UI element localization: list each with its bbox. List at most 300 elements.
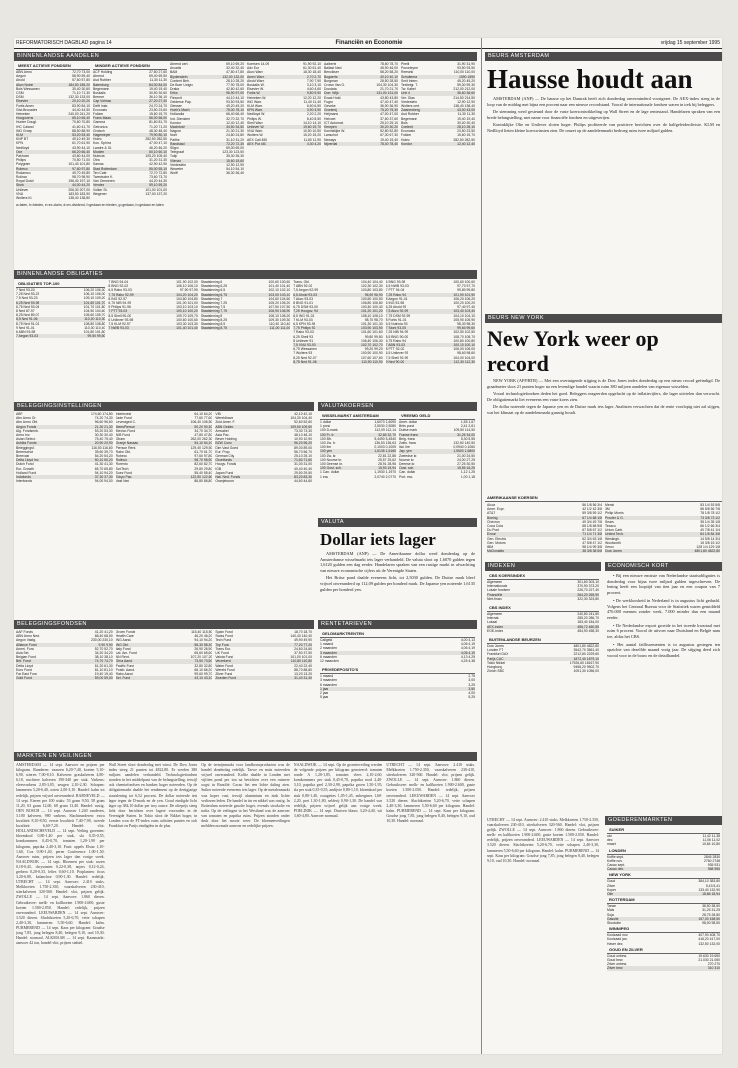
row-label: okt. xyxy=(607,834,613,838)
row-label: 7 PTT 94-04 xyxy=(385,288,405,293)
page-header xyxy=(14,38,722,49)
row-label: 6,5 KPN 93-98 xyxy=(293,322,316,327)
row-label: Niet-finan. xyxy=(487,596,503,601)
row-values: 71,20 71,20 xyxy=(149,124,167,129)
row-label: 7,5 VNU 93-00 xyxy=(293,343,316,348)
row-label: Zwanenberg xyxy=(401,108,420,113)
obligaties-left-head: OBLIGATIES TOP-100 xyxy=(16,280,105,288)
table-row xyxy=(215,676,312,680)
row-values: 88,50 88,90 xyxy=(72,128,90,133)
beurs-ny-headline: New York weer op record xyxy=(487,326,659,376)
row-label: Koersen 14-09 xyxy=(247,62,270,66)
row-label: Boskalis W. xyxy=(247,83,265,88)
geldmarkt-head: GELDMARKTRENTEN xyxy=(320,630,475,638)
row-label: Lanschot xyxy=(324,133,338,138)
row-values: 31,20 31,30 xyxy=(149,158,167,163)
row-values: 96,90 96,90 xyxy=(364,292,383,297)
row-values: 66,10 66,20 xyxy=(194,667,213,672)
row-label: AT&T xyxy=(487,511,496,516)
row-values: 282,50 282,50 xyxy=(453,137,475,142)
row-values: 101,40 101,80 xyxy=(68,162,90,167)
tbl-mid-a xyxy=(247,62,321,146)
row-label: Zuid Amer. F. xyxy=(215,420,236,425)
row-values: 44,20 44,30 xyxy=(149,179,167,184)
row-values: 21,30 21,30 xyxy=(94,424,113,429)
news-item: • Het aantal faillissementen is in augustus gestegen ten opzichte van dezelfde maand vorig jaar. De stijging deed zich vooral voor in de bouw en de detailhandel. xyxy=(607,641,720,659)
row-label: 8,5 ING 91-01 xyxy=(293,313,315,318)
row-label: Verzekerd xyxy=(215,659,231,664)
row-label: AEX Put 440 xyxy=(247,141,267,146)
row-values: 32,65 32,70 xyxy=(378,432,396,437)
row-label: Exxon xyxy=(487,532,497,537)
row-label: Frans Maas xyxy=(93,116,111,121)
row-label: Staatslening 6,75 xyxy=(200,292,228,297)
row-label: 1 jaar xyxy=(320,686,329,691)
row-label: Fugro xyxy=(324,99,333,104)
row-label: 8 PTT 92-02 xyxy=(385,347,405,352)
row-label: 6,75 Ned 93-04 xyxy=(16,304,40,309)
row-values: 212,00 212,00 xyxy=(453,87,475,92)
row-values: 116,50 116,60 xyxy=(91,445,113,450)
row-label: Euro Fund xyxy=(16,667,32,672)
row-label: McDonalds xyxy=(487,549,504,554)
row-values: 20,90 20,90 xyxy=(94,441,113,446)
row-label: Staatslening 6,5 xyxy=(200,288,226,293)
row-label: Schuitema xyxy=(401,74,418,79)
row-label: Koffie sept. xyxy=(607,854,624,859)
row-label: Goud onbew. xyxy=(607,953,627,958)
row-label: 8,75 Ned 91-06 xyxy=(293,359,317,364)
row-label: Exact Hold. xyxy=(324,95,342,100)
row-values: 66 1/2 66 3/4 xyxy=(700,524,720,529)
row-values: 40,10 40,10 xyxy=(380,74,398,79)
row-label: 6,5 Unilever 93 xyxy=(385,351,409,356)
row-values: 93,50 93,50 xyxy=(226,99,244,104)
row-values: 106,90 106,90 xyxy=(268,309,291,314)
row-label: MeesPierson xyxy=(115,424,136,429)
row-label: Bols xyxy=(401,120,408,125)
row-label: 100 Fr. fr. xyxy=(320,432,335,437)
row-values: 29,50 29,50 xyxy=(294,470,313,475)
row-values: 73,30 73,30 xyxy=(294,428,313,433)
table-row xyxy=(116,479,213,483)
row-values: 77,90 78,00 xyxy=(226,83,244,88)
row-values: 112,09 112,14 xyxy=(374,428,396,433)
row-values: 104,20 104,20 xyxy=(176,292,198,297)
row-label: Staatslening 7 xyxy=(200,296,223,301)
row-values: 196,40 197,10 xyxy=(68,179,90,184)
row-label: 3 maanden xyxy=(320,678,337,683)
row-label: Fortis Amev xyxy=(16,103,34,108)
row-label: Zürich SBC xyxy=(487,669,505,674)
row-values: 15,60 15,70 xyxy=(457,133,475,138)
row-label: Polygram xyxy=(16,162,31,167)
row-values: 110,90 110,90 xyxy=(361,359,383,364)
row-label: Postb. Aand. xyxy=(115,667,135,672)
row-values: 74,20 74,30 xyxy=(94,416,113,421)
row-values: 104,50 104,60 xyxy=(83,309,106,314)
row-label: Delta Lloyd xyxy=(16,663,33,668)
row-values: 52,70 52,70 xyxy=(94,646,113,651)
row-values: 42,90 42,90 xyxy=(149,162,167,167)
row-values: 105,20 105,40 xyxy=(145,154,167,159)
row-values: 32,40 32,40 xyxy=(226,66,244,71)
markten-text: AMSTERDAM — 14 sept. Aanvoer en prijzen per kilogram. Runderen: vaarzen 6,20-7,40, koeien 5,10-6,90, stieren 7,00-8,10. Kalveren: graskalveren 4,80-6,10, nuchtere kalveren 190-340 per stuk. Varkens: vleesvarkens 2,85-3,05, zeugen 2,10-2,30. Schapen: lammeren 5,20-6,40, ooien 2,00-3,10. Handel: kalm tot redelijk, prijzen vrijwel onveranderd. BARNEVELD — 14 sept. Eieren per 100 stuks: 53 gram 9,50, 58 gram 11,20, 63 gram 12,60, 68 gram 13,40. Handel: rustig. OEN BOSCH — 14 sept. Aanvoer 1.240 runderen, 3.100 kalveren, 980 varkens. Slachtrunderen: extra kwaliteit 8,10-8,50, eerste kwaliteit 7,40-7,90, tweede kwaliteit 6,60-7,20. Handel: vlot. HOLLANDSCHEVELD — 14 sept. Veiling groenten: bloemkool 0,80-1,40 per stuk, sla 0,35-0,55, komkommers 0,45-0,70, tomaten 1,20-1,90 per kilogram, paprika 2,40-3,10. Fruit: appels Elstar 1,10-1,60, Cox 0,90-1,40, peren Conference 1,00-1,50. Aanvoer ruim, prijzen iets lager dan vorige week. NAALDWIJK — 14 sept. Bloemen per stuk: rozen 0,18-0,45, chrysanten 0,22-0,38, anjers 0,12-0,24, gerbera 0,20-0,33, lelies 0,60-1,10. Potplanten: ficus 3,20-6,80, kalanchoe 0,90-1,30. Handel: redelijk. UTRECHT — 14 sept. Aanvoer: 2.410 stuks. Melkkoeien 1.750-2.350, vaarskalveren 230-410, stierkalveren 320-560. Handel: vlot, prijzen gelijk. ZWOLLE — 14 sept. Aanvoer: 1.860 dieren. Gebruiksvee: melk- en kalfkoeien 1.900-2.600, guste koeien 1.500-2.050. Handel: redelijk, prijzen onveranderd. LEEUWARDEN — 14 sept. Aanvoer: 3.520 dieren. Slachtkoeien 5,20-6,70, vette schapen 2,40-3,30, lammeren 5,50-6,60. Handel: kalm. PURMEREND — 14 sept. Kaas per kilogram: Goudse jong 7,85, jong belegen 8,40, belegen 9,10, oud 10,30. Handel: normaal. ALKMAAR — 14 sept. Kaasmarkt: aanvoer 42 ton, handel vlot, prijzen stabiel. xyxy=(16,763,105,946)
row-values: 48,30 48,40 xyxy=(149,128,167,133)
row-values: 103,90 103,90 xyxy=(360,326,383,331)
row-label: Oost. sch. xyxy=(399,466,415,471)
table-row xyxy=(605,549,720,553)
row-values: 109,50 109,50 xyxy=(290,424,313,429)
row-label: Content Beh. xyxy=(170,78,190,83)
row-values: 15,60 15,70 xyxy=(149,112,167,117)
row-label: Alcoa xyxy=(487,503,496,507)
page-number: REFORMATORISCH DAGBLAD pagina 14 xyxy=(16,40,112,46)
row-label: Eur. Prop. xyxy=(215,449,231,454)
row-label: DSM xyxy=(16,95,24,100)
row-label: Smit Intern. xyxy=(401,78,419,83)
aandelen-table-a xyxy=(16,70,90,200)
fondsen-title: BELEGGINGSFONDSEN xyxy=(14,620,314,629)
row-label: Far East Fund xyxy=(16,672,38,677)
row-values: 322,30 323,80 xyxy=(577,596,599,601)
row-values: 15,20 15,20 xyxy=(303,133,321,138)
row-values: 19,40 19,40 xyxy=(94,672,113,677)
row-label: Amvabel xyxy=(215,428,229,433)
row-values: 31,00 31,00 xyxy=(294,462,313,467)
table-row xyxy=(16,196,90,200)
row-values: 49,20 49,20 xyxy=(226,104,244,109)
row-values: 24,80 24,80 xyxy=(226,133,244,138)
row-values: 183,40 184,00 xyxy=(577,620,599,625)
aandelen-title: BINNENLANDSE AANDELEN xyxy=(14,52,477,61)
row-values: 6,50 6,50 xyxy=(306,104,321,109)
row-values: 99,20 99,20 xyxy=(364,347,383,352)
row-label: Staatslening 8,75 xyxy=(200,326,228,331)
row-label: Wereldhave xyxy=(215,416,234,421)
row-label: Staatslening 8,25 xyxy=(200,317,228,322)
row-label: Fortis W. xyxy=(247,91,261,96)
row-label: Koninklijke W. xyxy=(324,129,346,134)
row-label: 8,25 Ned 92-07 xyxy=(293,355,317,360)
row-label: 8 Aegon 91-01 xyxy=(385,296,408,301)
row-values: 49,90 49,90 xyxy=(294,638,313,643)
row-label: Zweden Fund xyxy=(215,676,237,681)
row-label: NIB Fund xyxy=(115,433,130,438)
row-label: Blydenstein xyxy=(170,74,188,79)
row-values: 24,70 24,70 xyxy=(149,103,167,108)
index-group-head: CBS KOERSINDEX xyxy=(487,572,599,580)
row-values: 56 5/8 56 7/8 xyxy=(700,507,720,512)
row-label: Getronics xyxy=(93,124,108,129)
row-values: 45,20 45,20 xyxy=(457,78,475,83)
article-paragraph: AMSTERDAM (ANP) — De hausse op het Damrak heeft zich donderdag onverminderd voortgezet. De AEX-index steeg in de loop van de middag met bijna een procent naar een nieuwe recordstand. Vooral de internationale fondsen waren in trek bij beleggers. xyxy=(487,96,720,107)
row-values: 86,80 86,80 xyxy=(194,479,213,484)
row-label: Ital. lire xyxy=(399,445,410,450)
row-values: 101,90 102,00 xyxy=(176,280,198,284)
row-values: 43,80 44,00 xyxy=(72,154,90,159)
instellingen-table-a xyxy=(16,412,113,483)
row-values: 5,43 5,41 xyxy=(705,883,720,888)
row-values: 14,10 14,10 xyxy=(303,120,321,125)
row-label: Tokyo Pac. xyxy=(115,475,133,480)
row-values: 46,20 46,20 xyxy=(194,634,213,639)
table-row xyxy=(320,659,475,663)
row-label: 1 ecu xyxy=(320,474,329,479)
privedeposito-table xyxy=(320,674,475,699)
row-values: 27,20 27,30 xyxy=(149,99,167,104)
row-label: 8 BNG 91-01 xyxy=(293,301,314,306)
row-values: 45,90 46,00 xyxy=(380,66,398,71)
row-label: Fokker xyxy=(401,133,412,138)
row-values: 10,84 10,80 xyxy=(702,842,720,847)
row-values: 110,80 110,80 xyxy=(290,659,313,664)
row-label: Merck xyxy=(605,503,615,507)
valuta-tag: VALUTA xyxy=(318,518,477,527)
row-values: 22,81 22,86 xyxy=(378,453,396,458)
row-values: 105,20 105,20 xyxy=(268,301,291,306)
row-values: 10,90 10,90 xyxy=(294,437,313,442)
row-label: 7,5 Aegon 92-99 xyxy=(293,288,319,293)
row-label: Bremer xyxy=(93,95,105,100)
row-label: Aalberts xyxy=(324,62,337,66)
row-label: Gamma xyxy=(93,120,106,125)
row-label: Reesink xyxy=(401,70,414,75)
row-values: 96,20 96,20 xyxy=(294,441,313,446)
row-label: Elsevier W. xyxy=(247,87,264,92)
table-row xyxy=(607,966,720,970)
row-label: Robeco xyxy=(16,166,28,171)
row-label: Rabo Obl. xyxy=(115,449,131,454)
row-label: ING Obl. xyxy=(115,642,129,647)
row-label: Parijs CAC xyxy=(487,656,504,661)
row-label: 7,25 NIB 94-99 xyxy=(385,330,409,335)
row-values: 43,10 43,10 xyxy=(194,676,213,681)
row-values: 22,40 22,40 xyxy=(294,663,313,668)
row-label: Franse franc xyxy=(399,432,419,437)
row-values: 5,4490 5,4540 xyxy=(374,436,396,441)
row-label: 6,75 Rabo 94 xyxy=(385,338,406,343)
row-label: KPN xyxy=(16,141,23,146)
row-label: Palthe xyxy=(170,137,180,142)
row-label: AEX-index xyxy=(487,624,504,629)
row-values: 18,70 18,70 xyxy=(294,630,313,634)
row-label: Arcadis xyxy=(170,66,182,71)
row-label: Zweedse kr. xyxy=(399,453,418,458)
row-values: 84,00 84,00 xyxy=(149,82,167,87)
row-values: 108,70 108,70 xyxy=(453,334,476,339)
row-values: 138,40 138,80 xyxy=(68,196,90,201)
row-label: Staatslening 6 xyxy=(200,280,223,284)
row-values: 104,10 104,10 xyxy=(453,313,476,318)
row-values: 38 3/8 38 5/8 xyxy=(582,549,602,554)
row-label: 1 pond xyxy=(320,424,331,429)
row-label: Cacao dec. xyxy=(607,867,625,872)
row-label: Burgman xyxy=(324,78,338,83)
row-label: Landre & Gl. xyxy=(93,145,113,150)
row-values: 2,41 2,61 xyxy=(460,424,475,429)
table-row xyxy=(16,479,113,483)
row-values: 93,50 93,50 xyxy=(457,66,475,71)
row-values: 101,00 101,00 xyxy=(290,655,313,660)
row-values: 282,50 282,50 xyxy=(145,137,167,142)
row-label: Obam xyxy=(115,437,125,442)
row-values: 53,20 53,40 xyxy=(72,133,90,138)
row-values: 25,57 25,62 xyxy=(378,457,396,462)
obligaties-section xyxy=(14,270,477,398)
row-values: 54,10 54,10 xyxy=(226,167,244,172)
index-table xyxy=(487,612,599,633)
news-item: • De werkloosheid in Nederland is in augustus licht gedaald. Volgens het Centraal Bureau voor de Statistiek waren gemiddeld 476.000 mensen zonder werk, 7.000 minder dan een maand eerder. xyxy=(607,597,720,620)
row-values: 15,93 15,94 xyxy=(378,466,396,471)
row-values: 4,30 4,20 xyxy=(306,141,321,146)
row-values: 115,40 115,50 xyxy=(191,630,213,634)
row-label: Internat. xyxy=(487,616,500,621)
row-values: 61,70 61,70 xyxy=(194,449,213,454)
row-values: 61,70 61,90 xyxy=(72,141,90,146)
row-label: Unilever W. xyxy=(247,125,265,130)
row-label: Sligro xyxy=(170,146,179,151)
amerikaanse-koersen-section xyxy=(485,494,722,558)
row-values: 30,40 30,40 xyxy=(457,120,475,125)
row-values: 67 1/4 68 1/8 xyxy=(582,515,602,520)
row-values: 15,55 16,25 xyxy=(457,466,475,471)
row-values: 226,70 227,40 xyxy=(577,588,599,593)
row-label: Westingh. xyxy=(605,536,621,541)
row-label: Algemeen xyxy=(487,580,503,584)
row-values: 52,80 52,80 xyxy=(380,129,398,134)
row-label: Pierson Rent. xyxy=(115,445,137,450)
row-label: 100 Zw. kr. xyxy=(320,453,337,458)
row-label: 7,5 Shell 92-99 xyxy=(385,355,409,360)
row-values: 1872,40 1879,10 xyxy=(573,656,599,661)
row-values: 23,50 23,60 xyxy=(149,107,167,112)
row-label: Gen. Electric xyxy=(487,536,507,541)
row-label: Royal Dutch xyxy=(16,179,35,184)
row-values: 41,30 41,30 xyxy=(94,462,113,467)
row-label: Gen. Motors xyxy=(487,540,506,545)
beurs-amsterdam-article xyxy=(485,52,722,310)
row-label: Holland Fund xyxy=(16,470,37,475)
row-values: 65,60 65,60 xyxy=(194,651,213,656)
row-values: 101,00 101,00 xyxy=(145,187,167,192)
row-values: 0,1003 0,1005 xyxy=(374,445,396,450)
row-label: Amer. dollar xyxy=(399,420,418,424)
row-values: 49,70 49,80 xyxy=(72,170,90,175)
row-values: 47,40 47,40 xyxy=(380,99,398,104)
row-label: Staatslening 8,5 xyxy=(200,322,226,327)
row-values: 132,50 140,50 xyxy=(453,441,475,446)
goederen-table xyxy=(607,954,720,971)
row-values: 13,20 13,20 xyxy=(294,672,313,677)
row-values: 2,0740 2,0770 xyxy=(374,474,396,479)
valuta-article xyxy=(318,518,477,614)
row-label: Sci/Tech xyxy=(115,466,129,471)
row-label: 8 BNG 92-02 xyxy=(108,284,129,289)
row-values: 101,40 101,40 xyxy=(268,284,291,289)
row-label: Aegon xyxy=(16,74,26,79)
row-label: 7 ABN 93-03 xyxy=(385,343,405,348)
row-values: 57,60 57,80 xyxy=(72,78,90,83)
row-values: 140,40 140,40 xyxy=(290,634,313,639)
row-label: Vast Ned xyxy=(115,479,130,484)
row-values: 4,00 4,13 xyxy=(460,638,475,642)
row-label: ABN Geldm. xyxy=(215,424,235,429)
row-values: 301,60 303,10 xyxy=(577,580,599,584)
row-values: 456,72 460,55 xyxy=(577,624,599,629)
row-values: 100,80 100,80 xyxy=(453,338,476,343)
row-label: Groeifonds xyxy=(215,458,232,463)
row-label: 1 Can. dollar xyxy=(320,470,340,475)
row-label: 7 Akzo 93-03 xyxy=(293,296,314,301)
table-row xyxy=(487,597,599,601)
row-values: 104,30 104,40 xyxy=(290,416,313,421)
row-values: 41,20 41,20 xyxy=(94,630,113,634)
table-row xyxy=(116,676,213,680)
row-label: ACF Holding xyxy=(93,70,113,74)
row-label: KLM Warr. xyxy=(247,104,263,109)
ams-koersen-table-b xyxy=(605,503,720,553)
row-label: Abn Amro Obl. xyxy=(16,420,39,425)
page-date: vrijdag 15 september 1995 xyxy=(660,40,720,46)
row-label: 7 Stork 93-00 xyxy=(385,326,406,331)
economisch-kort-body xyxy=(605,571,722,659)
row-values: 101,30 101,30 xyxy=(360,322,383,327)
row-label: VIB xyxy=(215,412,221,416)
row-values: 105,60 105,70 xyxy=(83,313,106,318)
row-values: 110,20 110,30 xyxy=(84,317,106,322)
row-values: 74,70 74,70 xyxy=(94,659,113,664)
row-values: 97,70 97,70 xyxy=(457,284,476,289)
row-label: 7 ABN 92-02 xyxy=(293,284,313,289)
row-label: Dorr. Wijk xyxy=(324,91,339,96)
row-values: 104,60 104,60 xyxy=(268,296,291,301)
row-values: 83,20 83,30 xyxy=(294,475,313,480)
row-label: Wereld Fund xyxy=(215,667,235,672)
row-values: 69,10 69,20 xyxy=(226,62,244,66)
row-values: 15,60 15,60 xyxy=(226,158,244,163)
row-values: 19.630 19.650 xyxy=(698,953,720,958)
row-values: 108,80 108,80 xyxy=(83,321,106,326)
row-values: 75,20 75,30 xyxy=(380,108,398,113)
row-values: 8,40 8,50 xyxy=(306,116,321,121)
row-label: German City xyxy=(215,454,235,459)
row-values: 98 1/4 99 3/8 xyxy=(582,545,602,550)
row-values: 24,60 24,60 xyxy=(294,646,313,651)
row-values: 44,10 44,10 xyxy=(226,95,244,100)
row-label: Oranjeboom xyxy=(215,479,235,484)
row-values: 99,50 99,50 xyxy=(87,334,106,339)
index-table xyxy=(487,580,599,601)
row-values: 72,20 72,30 xyxy=(226,141,244,146)
row-values: 20,10 20,20 xyxy=(72,99,90,104)
row-values: 384,10 383,80 xyxy=(698,879,720,884)
row-label: Financiële xyxy=(487,592,503,597)
row-label: 1 maand xyxy=(320,642,334,647)
row-label: Vredestein xyxy=(170,162,187,167)
row-values: 110,00 110,00 xyxy=(453,70,475,75)
row-values: 17926,60 18167,90 xyxy=(569,660,599,665)
row-values: 12,40 12,40 xyxy=(457,141,475,146)
row-values: 44,60 44,60 xyxy=(294,479,313,484)
table-row xyxy=(320,695,475,699)
row-values: 21,00 24,50 xyxy=(457,453,475,458)
row-values: 1,6070 1,6090 xyxy=(374,420,396,424)
row-label: Algemeen xyxy=(487,612,503,617)
row-label: Staatslening 7,25 xyxy=(200,301,228,306)
row-values: 138,40 138,40 xyxy=(453,104,475,109)
row-label: Duitse mark xyxy=(399,428,418,433)
